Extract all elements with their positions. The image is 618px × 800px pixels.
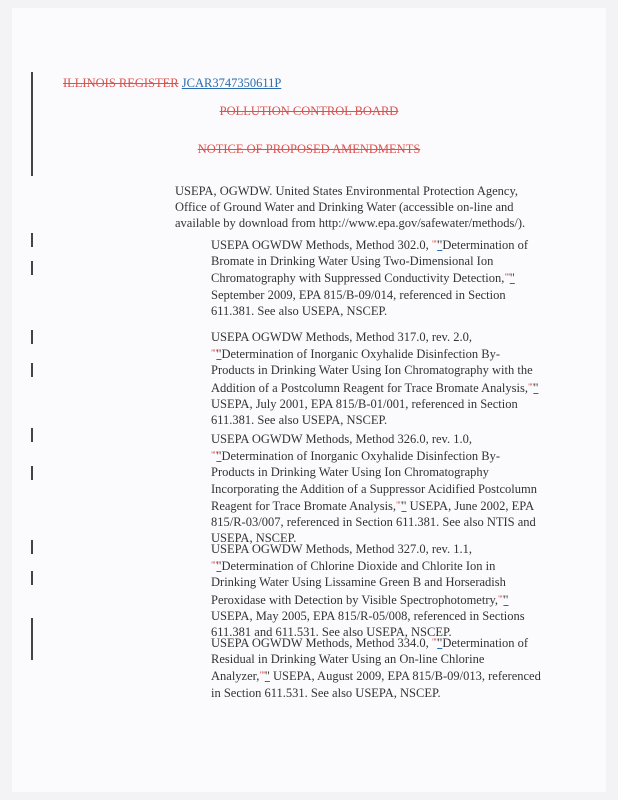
change-bar bbox=[31, 261, 33, 275]
method-entry: USEPA OGWDW Methods, Method 327.0, rev. 1.1, """Determination of Chlorine Dioxide and Chlorite Ion in Drinking Water Using Lissamine Green B and Horseradish Peroxidase with Detection by Visible Spectrophotometry,""" USEPA, May 2005, EPA 815/R-05/008, referenced in Sections 611.381 and 611.531. See also USEPA, NSCEP. bbox=[211, 542, 525, 640]
intro-paragraph: USEPA, OGWDW. United States Environmental Protection Agency, Office of Ground Water and Drinking Water (accessible on-line and available by download from http://www.epa.gov/safewater/methods/). bbox=[175, 184, 526, 231]
register-header bbox=[63, 76, 281, 91]
change-bar bbox=[31, 571, 33, 585]
change-bar bbox=[31, 540, 33, 554]
method-entry: USEPA OGWDW Methods, Method 317.0, rev. 2.0, """Determination of Inorganic Oxyhalide Disinfection By-Products in Drinking Water Using Ion Chromatography with the Addition of a Postcolumn Reagent for Trace Bromate Analysis,""" USEPA, July 2001, EPA 815/B-01/001, referenced in Section 611.381. See also USEPA, NSCEP. bbox=[211, 330, 539, 428]
change-bar bbox=[31, 233, 33, 247]
method-entry: USEPA OGWDW Methods, Method 334.0, """Determination of Residual in Drinking Water Using an On-line Chlorine Analyzer,""" USEPA, August 2009, EPA 815/B-09/013, referenced in Section 611.531. See also USEPA, NSCEP. bbox=[211, 636, 541, 700]
change-bar bbox=[31, 466, 33, 480]
notice-heading: NOTICE OF PROPOSED AMENDMENTS bbox=[197, 142, 421, 156]
change-bar bbox=[31, 330, 33, 344]
method-entry: USEPA OGWDW Methods, Method 302.0, """Determination of Bromate in Drinking Water Using Two-Dimensional Ion Chromatography with Suppressed Conductivity Detection,""" September 2009, EPA 815/B-09/014, referenced in Section 611.381. See also USEPA, NSCEP. bbox=[211, 238, 529, 318]
change-bar bbox=[31, 363, 33, 377]
document-page bbox=[12, 8, 606, 792]
board-heading: POLLUTION CONTROL BOARD bbox=[219, 104, 399, 118]
change-bar bbox=[31, 428, 33, 442]
method-entry: USEPA OGWDW Methods, Method 326.0, rev. 1.0, """Determination of Inorganic Oxyhalide Disinfection By-Products in Drinking Water Using Ion Chromatography Incorporating the Addition of a Suppressor Acidified Postcolumn Reagent for Trace Bromate Analysis,""" USEPA, June 2002, EPA 815/R-03/007, referenced in Section 611.381. See also NTIS and USEPA, NSCEP. bbox=[211, 432, 537, 546]
inserted-register-label: JCAR3747350611P bbox=[181, 76, 282, 90]
struck-register-label: ILLINOIS REGISTER bbox=[63, 76, 179, 90]
change-bar bbox=[31, 72, 33, 176]
change-bar bbox=[31, 618, 33, 660]
